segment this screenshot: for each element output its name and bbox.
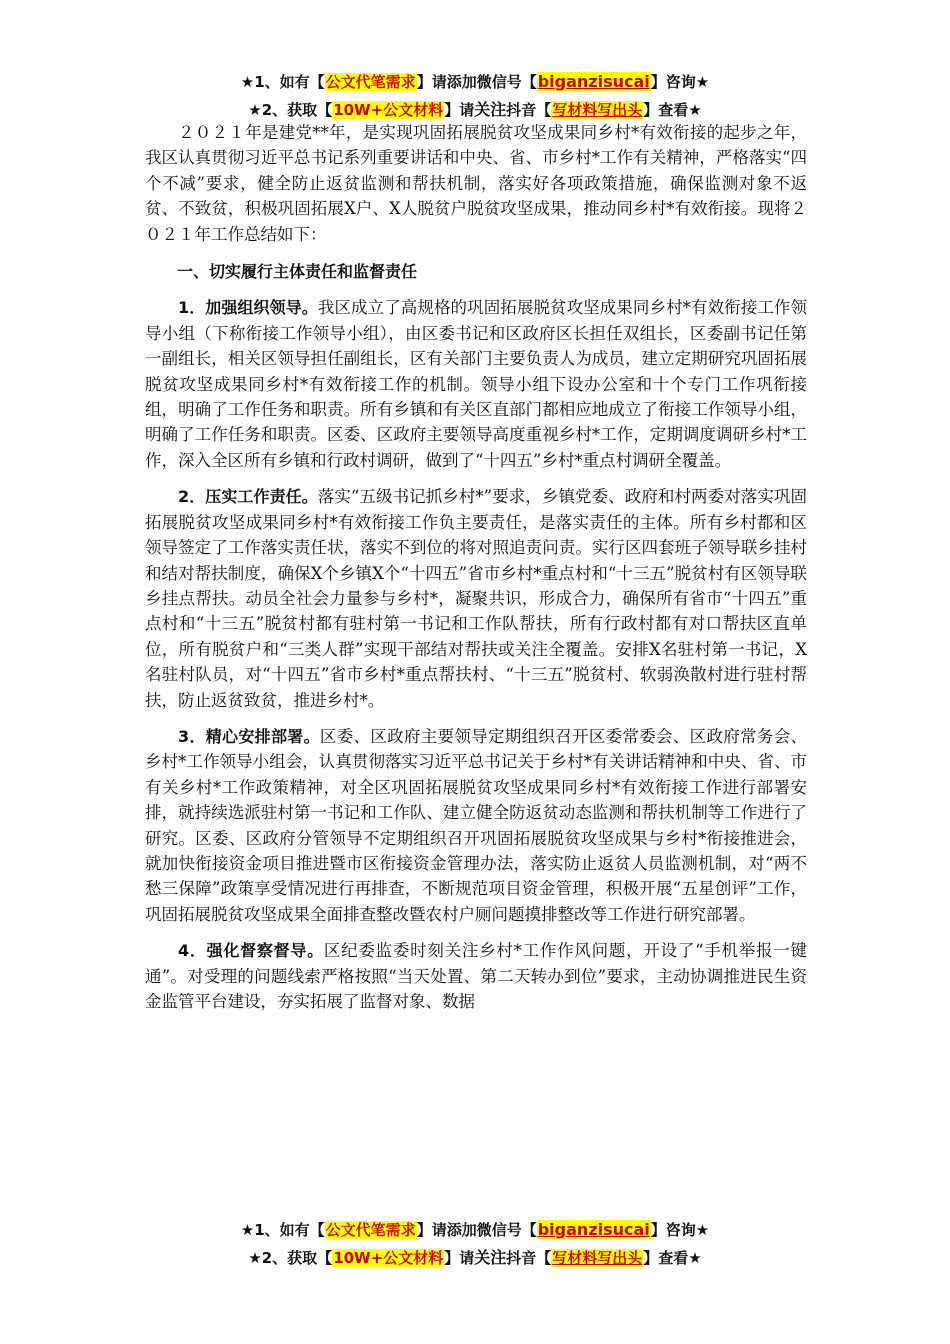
promo-text: 】咨询★ [650, 1221, 710, 1239]
item-lead: 2．压实工作责任。 [178, 487, 318, 507]
promo-text: 抖音【 [506, 101, 552, 119]
item-lead: 4．强化督察督导。 [178, 941, 324, 961]
promo-text: ★1、如有【 [240, 73, 325, 91]
promo-text: 抖音【 [506, 1249, 552, 1267]
item-text: 区纪委监委时刻关注乡村*工作作风问题，开设了“手机举报一键通”。对受理的问题线索严格按照“当天处置、第二天转办到位”要求，主动协调推进民生资金监管平台建设，夯实拓展了监督对象、数据 [145, 941, 808, 1011]
promo-text: 】请添加微信号【 [416, 73, 537, 91]
follow-emphasis: 关注 [474, 100, 507, 119]
item-lead: 3．精心安排部署。 [178, 726, 320, 746]
wechat-id-link[interactable]: biganzisucai [537, 72, 650, 91]
promo-text: 】咨询★ [650, 73, 710, 91]
item-text: 我区成立了高规格的巩固拓展脱贫攻坚成果同乡村*有效衔接工作领导小组（下称衔接工作领导小组），由区委书记和区政府区长担任双组长，区委副书记任第一副组长，相关区领导担任副组长，区有关部门主要负责人为成员，建立定期研究巩固拓展脱贫攻坚成果同乡村*有效衔接工作的机制。领导小组下设办公室和十个专门工作巩衔接组，明确了工作任务和职责。所有乡镇和有关区直部门都相应地成立了衔接工作领导小组，明确了工作任务和职责。区委、区政府主要领导高度重视乡村*工作，定期调度调研乡村*工作，深入全区所有乡镇和行政村调研，做到了“十四五”乡村*重点村调研全覆盖。 [145, 298, 807, 470]
item-text: 落实“五级书记抓乡村*”要求，乡镇党委、政府和村两委对落实巩固拓展脱贫攻坚成果同乡村*有效衔接工作负主要责任，是落实责任的主体。所有乡村都和区领导签定了工作落实责任状，落实不到位的将对照追责问责。实行区四套班子领导联乡挂村和结对帮扶制度，确保X个乡镇X个“十四五”省市乡村*重点村和“十三五”脱贫村有区领导联乡挂点帮扶。动员全社会力量参与乡村*，凝聚共识，形成合力，确保所有省市“十四五”重点村和“十三五”脱贫村都有驻村第一书记和工作队帮扶，所有行政村都有对口帮扶区直单位，所有脱贫户和“三类人群”实现干部结对帮扶或关注全覆盖。安排X名驻村第一书记，X名驻村队员，对“十四五”省市乡村*重点帮扶村、“十三五”脱贫村、软弱涣散村进行驻村帮扶，防止返贫致贫，推进乡村*。 [145, 487, 807, 710]
promo-text: 】查看★ [643, 101, 702, 119]
item-paragraph-2 [145, 484, 807, 713]
promo-line-1 [140, 1216, 810, 1244]
promo-text: 】请 [444, 1249, 475, 1267]
highlight-service: 公文代笔需求 [325, 73, 416, 91]
item-lead: 1．加强组织领导。 [178, 298, 318, 318]
item-text: 区委、区政府主要领导定期组织召开区委常委会、区政府常务会、乡村*工作领导小组会，认真贯彻落实习近平总书记关于乡村*有关讲话精神和中央、省、市有关乡村*工作政策精神，对全区巩固拓展脱贫攻坚成果同乡村*有效衔接工作进行部署安排，就持续选派驻村第一书记和工作队、建立健全防返贫动态监测和帮扶机制等工作进行了研究。区委、区政府分管领导不定期组织召开巩固拓展脱贫攻坚成果与乡村*衔接推进会，就加快衔接资金项目推进暨市区衔接资金管理办法，落实防止返贫人员监测机制，对“两不愁三保障”政策享受情况进行再排查，不断规范项目资金管理，积极开展“五星创评”工作，巩固拓展脱贫攻坚成果全面排查整改暨农村户厕问题摸排整改等工作进行研究部署。 [145, 726, 808, 924]
item-paragraph-4 [145, 938, 807, 1014]
wechat-id-link[interactable]: biganzisucai [537, 1220, 650, 1239]
promo-text: 】请添加微信号【 [416, 1221, 537, 1239]
douyin-account-link[interactable]: 写材料写出头 [552, 1249, 643, 1267]
item-paragraph-3 [145, 724, 807, 927]
promo-text: 】请 [444, 101, 475, 119]
follow-emphasis: 关注 [474, 1248, 507, 1267]
intro-paragraph: ２０２１年是建党**年，是实现巩固拓展脱贫攻坚成果同乡村*有效衔接的起步之年，我区认真贯彻习近平总书记系列重要讲话和中央、省、市乡村*工作有关精神，严格落实“四个不减”要求，健全防止返贫监测和帮扶机制，落实好各项政策措施，确保监测对象不返贫、不致贫，积极巩固拓展X户、X人脱贫户脱贫攻坚成果，推动同乡村*有效衔接。现将２０２１年工作总结如下： [145, 123, 807, 244]
douyin-account-link[interactable]: 写材料写出头 [552, 101, 643, 119]
promo-text: ★2、获取【 [248, 1249, 333, 1267]
item-paragraph-1 [145, 295, 807, 473]
promo-text: ★1、如有【 [240, 1221, 325, 1239]
promo-text: ★2、获取【 [248, 101, 333, 119]
highlight-materials: 10W+公文材料 [333, 101, 444, 119]
promo-banner-bottom [140, 1216, 810, 1272]
section-heading: 一、切实履行主体责任和监督责任 [177, 262, 418, 282]
document-body [145, 120, 807, 1025]
highlight-service: 公文代笔需求 [325, 1221, 416, 1239]
promo-banner-top [140, 68, 810, 124]
promo-text: 】查看★ [643, 1249, 702, 1267]
highlight-materials: 10W+公文材料 [333, 1249, 444, 1267]
promo-line-2 [140, 1244, 810, 1272]
promo-line-1 [140, 68, 810, 96]
